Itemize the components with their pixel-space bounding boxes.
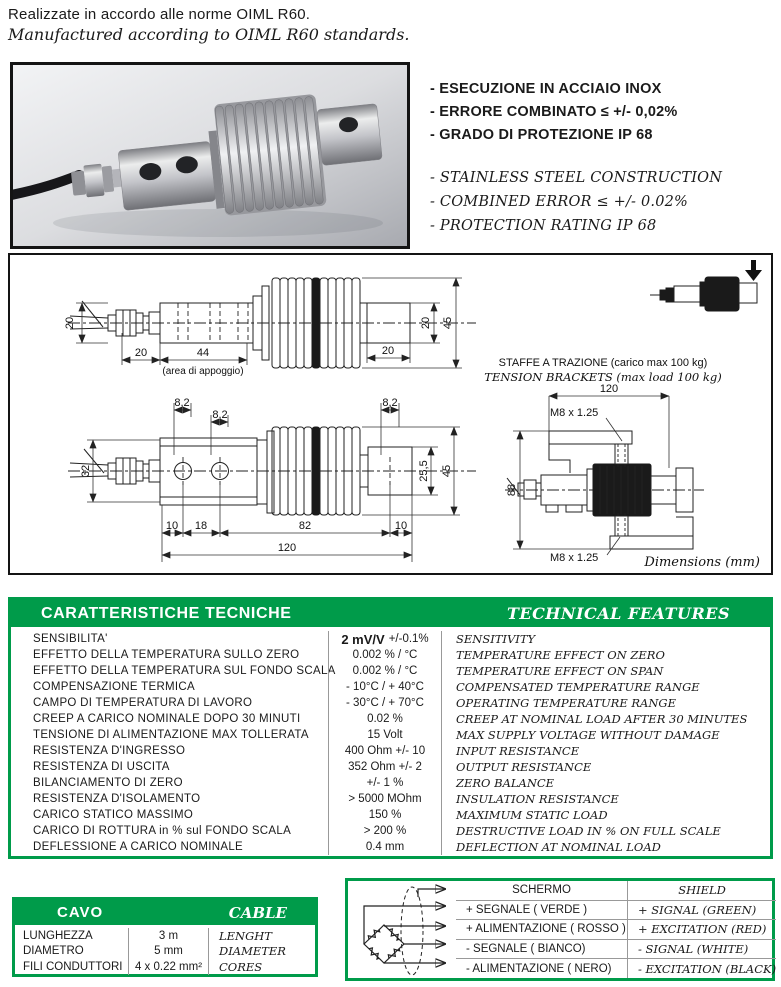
svg-text:10: 10 xyxy=(394,520,408,532)
svg-text:Dimensions (mm): Dimensions (mm) xyxy=(644,555,760,570)
wire-label-en: + EXCITATION (RED) xyxy=(638,922,767,937)
svg-text:(area di appoggio): (area di appoggio) xyxy=(162,366,244,377)
technical-drawing xyxy=(8,253,773,575)
spec-label-it: CARICO STATICO MASSIMO xyxy=(33,809,194,821)
spec-value: 150 % xyxy=(328,807,442,823)
spec-label-it: RESISTENZA DI USCITA xyxy=(33,761,170,773)
svg-text:20: 20 xyxy=(134,347,148,359)
svg-text:25,5: 25,5 xyxy=(418,460,430,482)
mounted-view-outline xyxy=(505,431,704,549)
spec-label-it: RESISTENZA D'ISOLAMENTO xyxy=(33,793,201,805)
svg-text:82: 82 xyxy=(298,520,312,532)
spec-value-bold: 2 mV/V xyxy=(341,631,385,647)
svg-text:44: 44 xyxy=(196,347,210,359)
svg-text:45: 45 xyxy=(442,316,454,330)
cable-table-header xyxy=(15,900,315,925)
spec-label-en: MAXIMUM STATIC LOAD xyxy=(456,808,608,822)
svg-text:120: 120 xyxy=(277,542,297,554)
svg-text:M8 x 1.25: M8 x 1.25 xyxy=(550,552,599,564)
oiml-note-italian: Realizzate in accordo alle norme OIML R60. xyxy=(8,6,311,23)
spec-label-it: CREEP A CARICO NOMINALE DOPO 30 MINUTI xyxy=(33,713,301,725)
table-row xyxy=(456,958,776,978)
table-row xyxy=(11,727,770,743)
feature-item: - ERRORE COMBINATO ≤ +/- 0,02% xyxy=(430,104,678,120)
wheatstone-bridge-diagram xyxy=(348,881,456,978)
table-row xyxy=(456,919,776,939)
table-row xyxy=(15,959,315,975)
svg-text:10: 10 xyxy=(165,520,179,532)
wire-label-it: + ALIMENTAZIONE ( ROSSO ) xyxy=(456,920,628,939)
table-row xyxy=(11,647,770,663)
table-row xyxy=(11,791,770,807)
wire-label-en: + SIGNAL (GREEN) xyxy=(638,902,757,917)
spec-label-it: CAMPO DI TEMPERATURA DI LAVORO xyxy=(33,697,253,709)
table-row xyxy=(11,711,770,727)
spec-value: > 200 % xyxy=(328,823,442,839)
wire-label-it: + SEGNALE ( VERDE ) xyxy=(456,901,628,920)
wire-label-en: SHIELD xyxy=(678,883,726,898)
table-row xyxy=(11,839,770,855)
cable-label-it: LUNGHEZZA xyxy=(23,929,93,942)
product-photo xyxy=(10,62,410,249)
table-row xyxy=(456,939,776,959)
wiring-diagram-panel xyxy=(345,878,775,981)
feature-list xyxy=(430,78,775,238)
cable-label-en: DIAMETER xyxy=(219,944,286,959)
table-row xyxy=(456,900,776,920)
svg-text:45: 45 xyxy=(441,464,453,478)
table-row xyxy=(11,679,770,695)
spec-value xyxy=(328,631,442,647)
bracket-caption xyxy=(484,357,721,384)
svg-text:32: 32 xyxy=(80,464,92,478)
technical-features-table xyxy=(8,597,773,859)
spec-value: 352 Ohm +/- 2 xyxy=(328,759,442,775)
oiml-note xyxy=(8,6,410,44)
cable-table-body xyxy=(15,925,315,975)
table-row xyxy=(456,881,776,900)
feature-item: - PROTECTION RATING IP 68 xyxy=(430,218,657,234)
spec-label-en: MAX SUPPLY VOLTAGE WITHOUT DAMAGE xyxy=(456,728,720,742)
spec-label-it: EFFETTO DELLA TEMPERATURA SUL FONDO SCALA xyxy=(33,665,336,677)
wire-label-it: SCHERMO xyxy=(456,881,628,900)
wire-label-it: - SEGNALE ( BIANCO) xyxy=(456,940,628,959)
table-title-italian: CARATTERISTICHE TECNICHE xyxy=(41,604,292,622)
cable-label-en: LENGHT xyxy=(219,928,272,943)
cable-table xyxy=(12,897,318,977)
spec-label-en: COMPENSATED TEMPERATURE RANGE xyxy=(456,680,700,694)
spec-label-it: BILANCIAMENTO DI ZERO xyxy=(33,777,183,789)
spec-label-en: DESTRUCTIVE LOAD IN % ON FULL SCALE xyxy=(456,824,721,838)
spec-label-it: COMPENSAZIONE TERMICA xyxy=(33,681,195,693)
svg-text:TENSION BRACKETS (max load 100: TENSION BRACKETS (max load 100 kg) xyxy=(484,370,722,384)
spec-label-it: CARICO DI ROTTURA in % sul FONDO SCALA xyxy=(33,825,292,837)
spec-label-en: SENSITIVITY xyxy=(456,632,536,646)
spec-value: 0.02 % xyxy=(328,711,442,727)
load-arrow-icon xyxy=(745,270,762,281)
load-cell-photo-illustration xyxy=(13,65,407,246)
table-row xyxy=(11,807,770,823)
table-row xyxy=(11,759,770,775)
svg-text:18: 18 xyxy=(194,520,208,532)
feature-item: - GRADO DI PROTEZIONE IP 68 xyxy=(430,127,653,143)
oiml-note-english: Manufactured according to OIML R60 standards. xyxy=(8,25,410,44)
svg-text:20: 20 xyxy=(381,345,395,357)
spec-label-en: DEFLECTION AT NOMINAL LOAD xyxy=(456,840,661,854)
spec-label-en: INPUT RESISTANCE xyxy=(456,744,580,758)
svg-text:88: 88 xyxy=(506,483,518,497)
spec-label-en: TEMPERATURE EFFECT ON SPAN xyxy=(456,664,664,678)
svg-text:M8 x 1.25: M8 x 1.25 xyxy=(550,407,599,419)
svg-text:8,2: 8,2 xyxy=(382,397,398,409)
svg-text:20: 20 xyxy=(420,316,432,330)
cable-title-italian: CAVO xyxy=(57,904,104,921)
spec-label-it: TENSIONE DI ALIMENTAZIONE MAX TOLLERATA xyxy=(33,729,309,741)
technical-features-body xyxy=(11,627,770,855)
cable-value: 4 x 0.22 mm² xyxy=(128,959,209,975)
wire-label-en: - SIGNAL (WHITE) xyxy=(638,942,749,957)
wire-label-en: - EXCITATION (BLACK) xyxy=(638,961,777,976)
spec-label-en: ZERO BALANCE xyxy=(456,776,555,790)
spec-value: +/- 1 % xyxy=(328,775,442,791)
wire-label-it: - ALIMENTAZIONE ( NERO) xyxy=(456,959,628,978)
feature-item: - ESECUZIONE IN ACCIAIO INOX xyxy=(430,81,662,97)
spec-label-en: INSULATION RESISTANCE xyxy=(456,792,619,806)
spec-value: - 10°C / + 40°C xyxy=(328,679,442,695)
table-row xyxy=(11,695,770,711)
spec-value: 15 Volt xyxy=(328,727,442,743)
spec-value: - 30°C / + 70°C xyxy=(328,695,442,711)
spec-label-it: SENSIBILITA' xyxy=(33,633,108,645)
spec-value: > 5000 MOhm xyxy=(328,791,442,807)
table-row xyxy=(15,944,315,960)
cable-value: 5 mm xyxy=(128,944,209,960)
feature-list-english xyxy=(430,166,775,238)
spec-label-it: DEFLESSIONE A CARICO NOMINALE xyxy=(33,841,244,853)
table-row xyxy=(11,631,770,647)
technical-features-header xyxy=(11,600,770,627)
table-row xyxy=(11,823,770,839)
table-row xyxy=(11,775,770,791)
spec-label-en: TEMPERATURE EFFECT ON ZERO xyxy=(456,648,665,662)
svg-text:8,2: 8,2 xyxy=(174,397,190,409)
load-arrow-shaft xyxy=(751,260,756,270)
cable-label-it: FILI CONDUTTORI xyxy=(23,960,123,973)
spec-value: 0.002 % / °C xyxy=(328,647,442,663)
spec-label-it: EFFETTO DELLA TEMPERATURA SULLO ZERO xyxy=(33,649,300,661)
feature-list-italian xyxy=(430,78,775,147)
svg-text:STAFFE A TRAZIONE (carico max: STAFFE A TRAZIONE (carico max 100 kg) xyxy=(498,357,708,369)
svg-text:8,2: 8,2 xyxy=(212,409,228,421)
feature-item: - COMBINED ERROR ≤ +/- 0.02% xyxy=(430,194,689,210)
cable-title-english: CABLE xyxy=(228,903,287,922)
cable-value: 3 m xyxy=(128,928,209,944)
cable-label-it: DIAMETRO xyxy=(23,945,84,958)
spec-label-it: RESISTENZA D'INGRESSO xyxy=(33,745,186,757)
spec-label-en: OUTPUT RESISTANCE xyxy=(456,760,592,774)
table-row xyxy=(15,928,315,944)
table-row xyxy=(11,743,770,759)
spec-value-tolerance: +/-0.1% xyxy=(388,633,429,645)
table-title-english: TECHNICAL FEATURES xyxy=(506,604,730,623)
svg-text:120: 120 xyxy=(599,383,619,395)
feature-item: - STAINLESS STEEL CONSTRUCTION xyxy=(430,170,723,186)
spec-label-en: CREEP AT NOMINAL LOAD AFTER 30 MINUTES xyxy=(456,712,748,726)
spec-value: 0.002 % / °C xyxy=(328,663,442,679)
cable-label-en: CORES xyxy=(219,959,263,974)
dimension-drawing xyxy=(10,255,771,573)
spec-value: 0.4 mm xyxy=(328,839,442,855)
table-row xyxy=(11,663,770,679)
wiring-table xyxy=(456,881,776,978)
side-view-outline xyxy=(68,278,476,368)
spec-value: 400 Ohm +/- 10 xyxy=(328,743,442,759)
mounting-icon xyxy=(650,260,762,311)
spec-label-en: OPERATING TEMPERATURE RANGE xyxy=(456,696,676,710)
svg-text:20: 20 xyxy=(64,316,76,330)
